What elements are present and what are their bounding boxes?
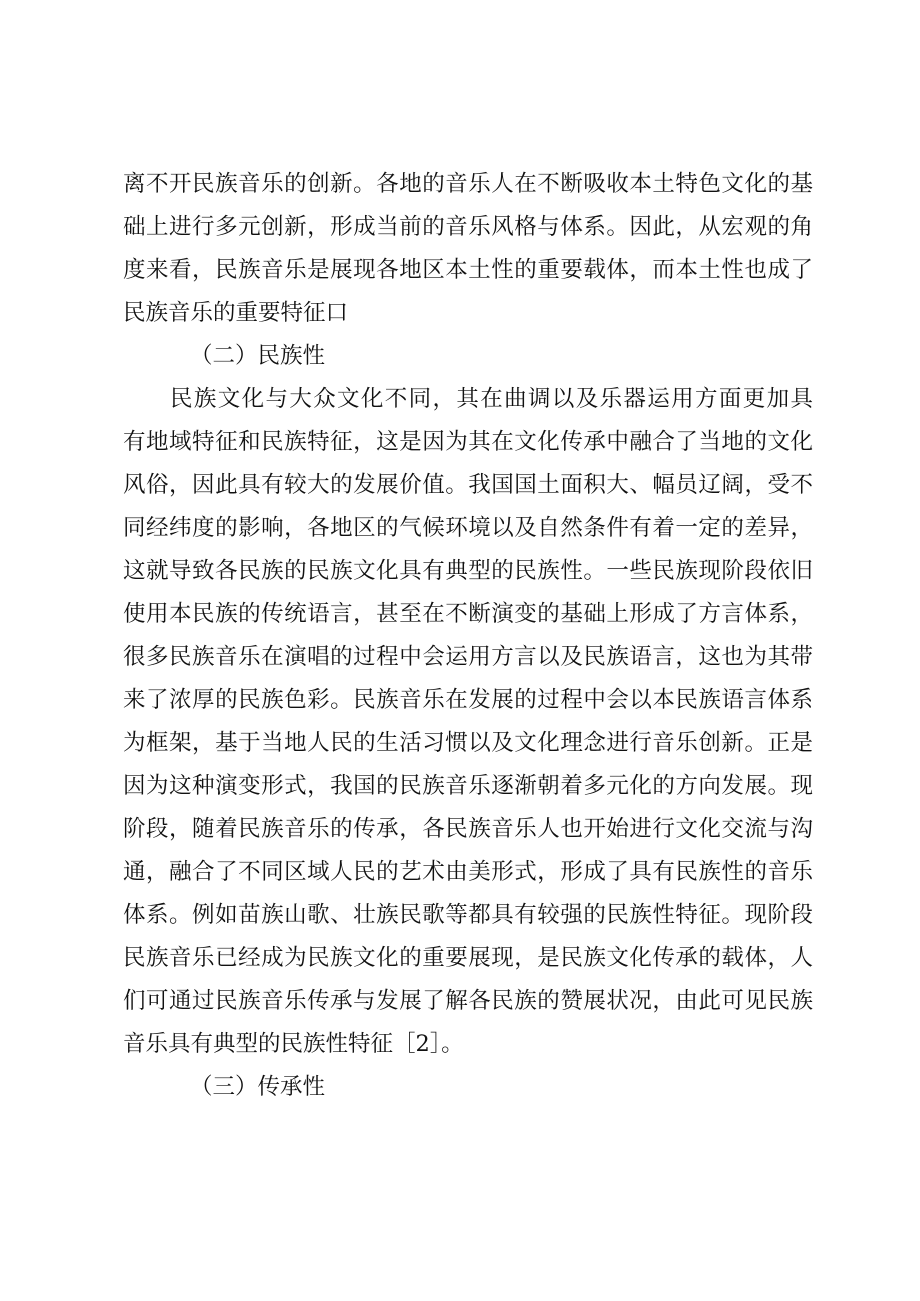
paragraph-line: 度来看，民族音乐是展现各地区本土性的重要载体，而本土性也成了 (123, 257, 813, 283)
paragraph-line: 来了浓厚的民族色彩。民族音乐在发展的过程中会以本民族语言体系 (123, 687, 813, 713)
paragraph-line: 体系。例如苗族山歌、壮族民歌等都具有较强的民族性特征。现阶段 (123, 902, 813, 928)
paragraph-line: 同经纬度的影响，各地区的气候环境以及自然条件有着一定的差异， (123, 515, 813, 541)
paragraph-line: 为框架，基于当地人民的生活习惯以及文化理念进行音乐创新。正是 (123, 730, 813, 756)
paragraph-line: 风俗，因此具有较大的发展价值。我国国土面积大、幅员辽阔，受不 (123, 472, 813, 498)
paragraph-line: 础上进行多元创新，形成当前的音乐风格与体系。因此，从宏观的角 (123, 214, 813, 240)
paragraph-line: 音乐具有典型的民族性特征［2］。 (123, 1031, 464, 1057)
paragraph-line: 这就导致各民族的民族文化具有典型的民族性。一些民族现阶段依旧 (123, 558, 813, 584)
paragraph-line: 民族音乐已经成为民族文化的重要展现，是民族文化传承的载体，人 (123, 945, 813, 971)
paragraph-line: 很多民族音乐在演唱的过程中会运用方言以及民族语言，这也为其带 (123, 644, 813, 670)
paragraph-line: 离不开民族音乐的创新。各地的音乐人在不断吸收本土特色文化的基 (123, 171, 813, 197)
paragraph-line: 民族文化与大众文化不同，其在曲调以及乐器运用方面更加具 (170, 386, 813, 412)
paragraph-line: 因为这种演变形式，我国的民族音乐逐渐朝着多元化的方向发展。现 (123, 773, 813, 799)
paragraph-line: 们可通过民族音乐传承与发展了解各民族的赞展状况，由此可见民族 (123, 988, 813, 1014)
paragraph-line: 阶段，随着民族音乐的传承，各民族音乐人也开始进行文化交流与沟 (123, 816, 813, 842)
paragraph-line: 通，融合了不同区域人民的艺术由美形式，形成了具有民族性的音乐 (123, 859, 813, 885)
paragraph-line: 使用本民族的传统语言，甚至在不断演变的基础上形成了方言体系， (123, 601, 813, 627)
paragraph-line: 民族音乐的重要特征口 (123, 300, 349, 326)
section-heading-chuancheng: （三）传承性 (190, 1074, 326, 1100)
section-heading-minzu: （二）民族性 (190, 343, 326, 369)
paragraph-line: 有地域特征和民族特征，这是因为其在文化传承中融合了当地的文化 (123, 429, 813, 455)
